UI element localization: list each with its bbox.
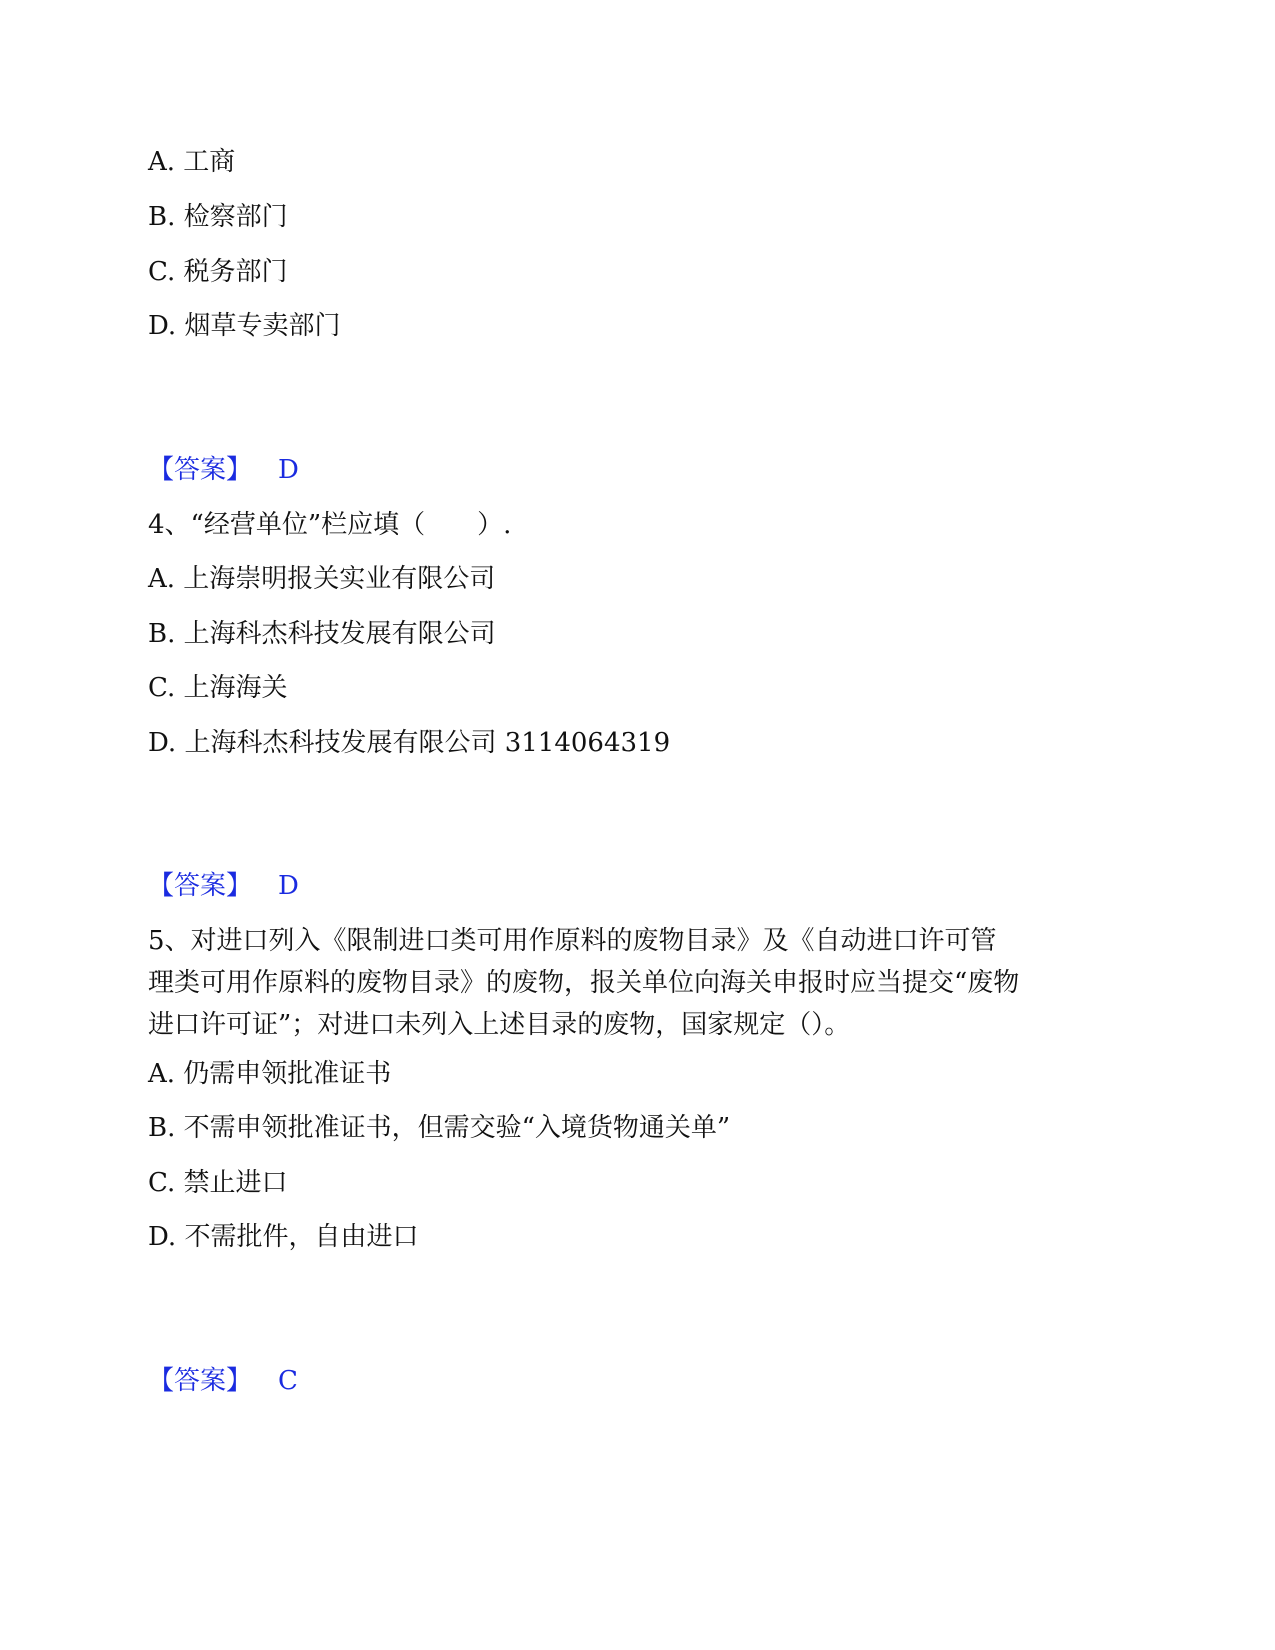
q4-option-d: D. 上海科杰科技发展有限公司 3114064319	[148, 728, 671, 758]
q4-option-b: B. 上海科杰科技发展有限公司	[148, 619, 496, 649]
q5-option-b: B. 不需申领批准证书，但需交验“入境货物通关单”	[148, 1113, 731, 1143]
q5-stem-line-3: 进口许可证”；对进口未列入上述目录的废物，国家规定（）。	[148, 1010, 851, 1040]
q3-option-a: A. 工商	[148, 147, 236, 177]
q4-answer	[148, 869, 299, 903]
q5-option-d: D. 不需批件，自由进口	[148, 1222, 419, 1252]
q5-answer	[148, 1364, 298, 1398]
answer-value: D	[278, 871, 299, 901]
q4-option-a: A. 上海崇明报关实业有限公司	[148, 564, 496, 594]
answer-value: D	[278, 455, 299, 485]
q4-stem: 4、“经营单位”栏应填（ ）.	[148, 510, 512, 540]
answer-label: 【答案】	[148, 455, 253, 485]
q5-stem	[148, 920, 1148, 1046]
q3-option-b: B. 检察部门	[148, 202, 288, 232]
q5-option-a: A. 仍需申领批准证书	[148, 1059, 392, 1089]
answer-label: 【答案】	[148, 1366, 253, 1396]
q5-stem-line-1: 5、对进口列入《限制进口类可用作原料的废物目录》及《自动进口许可管	[148, 926, 997, 956]
answer-value: C	[278, 1366, 298, 1396]
q4-option-c: C. 上海海关	[148, 673, 288, 703]
q5-stem-line-2: 理类可用作原料的废物目录》的废物，报关单位向海关申报时应当提交“废物	[148, 968, 1020, 998]
q3-option-d: D. 烟草专卖部门	[148, 311, 341, 341]
q5-option-c: C. 禁止进口	[148, 1168, 288, 1198]
q3-answer	[148, 453, 299, 487]
answer-label: 【答案】	[148, 871, 253, 901]
q3-option-c: C. 税务部门	[148, 257, 288, 287]
